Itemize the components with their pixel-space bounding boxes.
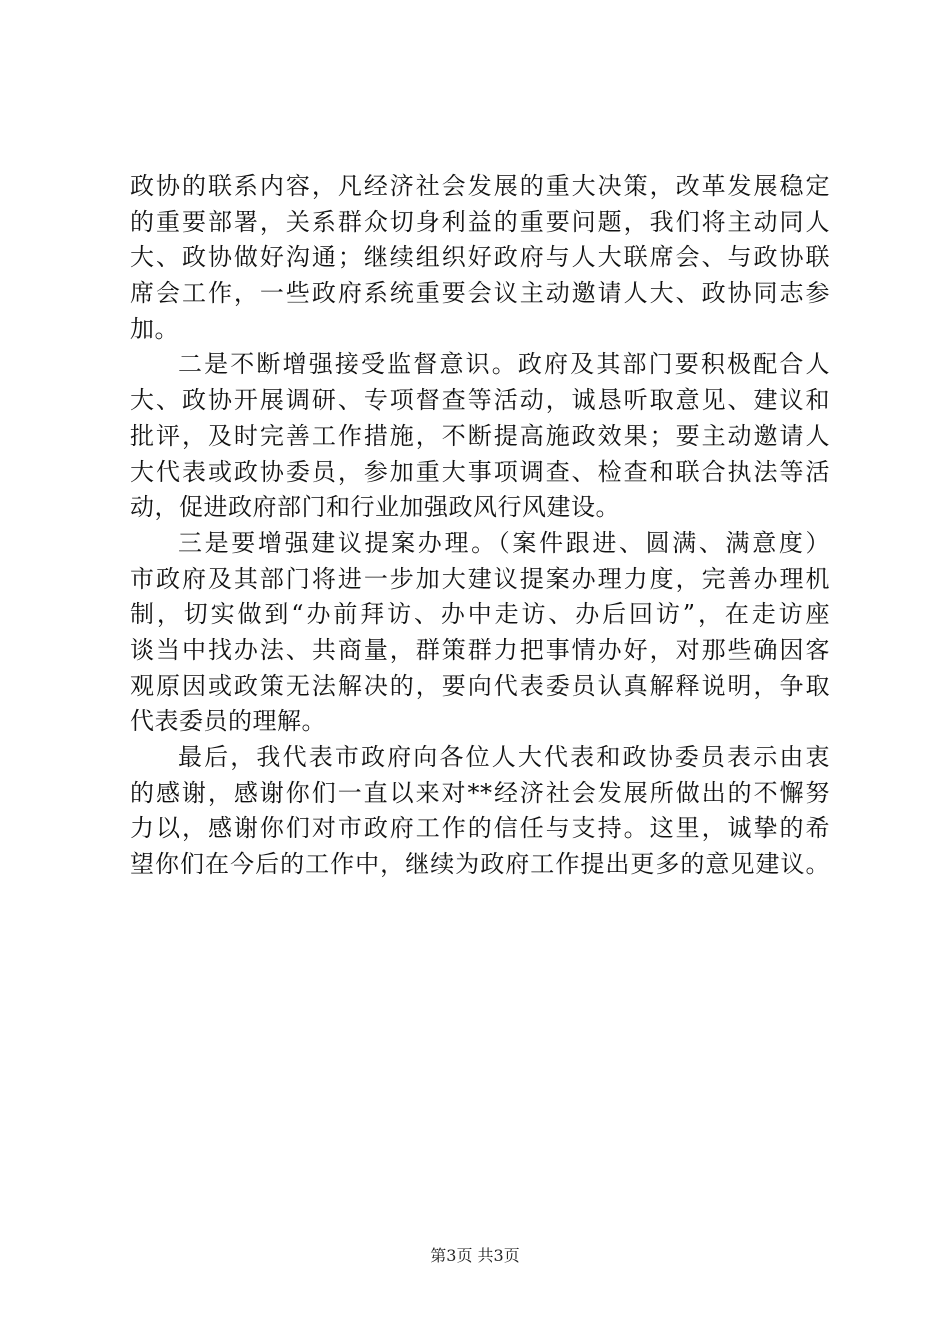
paragraph-start-line: 二是不断增强接受监督意识。政府及其部门要积极配合人	[178, 350, 830, 379]
text-line: 批评，及时完善工作措施，不断提高施政效果；要主动邀请人	[130, 421, 830, 450]
text-line: 观原因或政策无法解决的，要向代表委员认真解释说明，争取	[130, 671, 830, 700]
text-line: 政协的联系内容，凡经济社会发展的重大决策，改革发展稳定	[130, 172, 830, 200]
text-line: 代表委员的理解。	[130, 707, 326, 736]
text-line: 大代表或政协委员，参加重大事项调查、检查和联合执法等活	[130, 457, 830, 486]
text-line: 力以，感谢你们对市政府工作的信任与支持。这里，诚挚的希	[130, 814, 830, 843]
text-line: 席会工作，一些政府系统重要会议主动邀请人大、政协同志参	[130, 279, 830, 308]
text-line: 市政府及其部门将进一步加大建议提案办理力度，完善办理机	[130, 564, 830, 593]
page-number-footer: 第3页 共3页	[430, 1246, 520, 1265]
text-line: 大、政协做好沟通；继续组织好政府与人大联席会、与政协联	[130, 243, 830, 272]
text-line: 加。	[130, 314, 179, 343]
text-line: 的感谢，感谢你们一直以来对**经济社会发展所做出的不懈努	[130, 778, 830, 807]
document-body	[130, 169, 830, 883]
text-line: 制，切实做到“办前拜访、办中走访、办后回访”，在走访座	[130, 600, 830, 629]
text-line: 的重要部署，关系群众切身利益的重要问题，我们将主动同人	[130, 207, 830, 236]
text-line: 大、政协开展调研、专项督查等活动，诚恳听取意见、建议和	[130, 386, 830, 415]
paragraph-start-line: 最后，我代表市政府向各位人大代表和政协委员表示由衷	[178, 743, 830, 771]
text-line: 望你们在今后的工作中，继续为政府工作提出更多的意见建议。	[130, 850, 830, 879]
paragraph-start-line: 三是要增强建议提案办理。（案件跟进、圆满、满意度）	[178, 528, 830, 557]
text-line: 谈当中找办法、共商量，群策群力把事情办好，对那些确因客	[130, 635, 830, 664]
text-line: 动，促进政府部门和行业加强政风行风建设。	[130, 493, 620, 522]
